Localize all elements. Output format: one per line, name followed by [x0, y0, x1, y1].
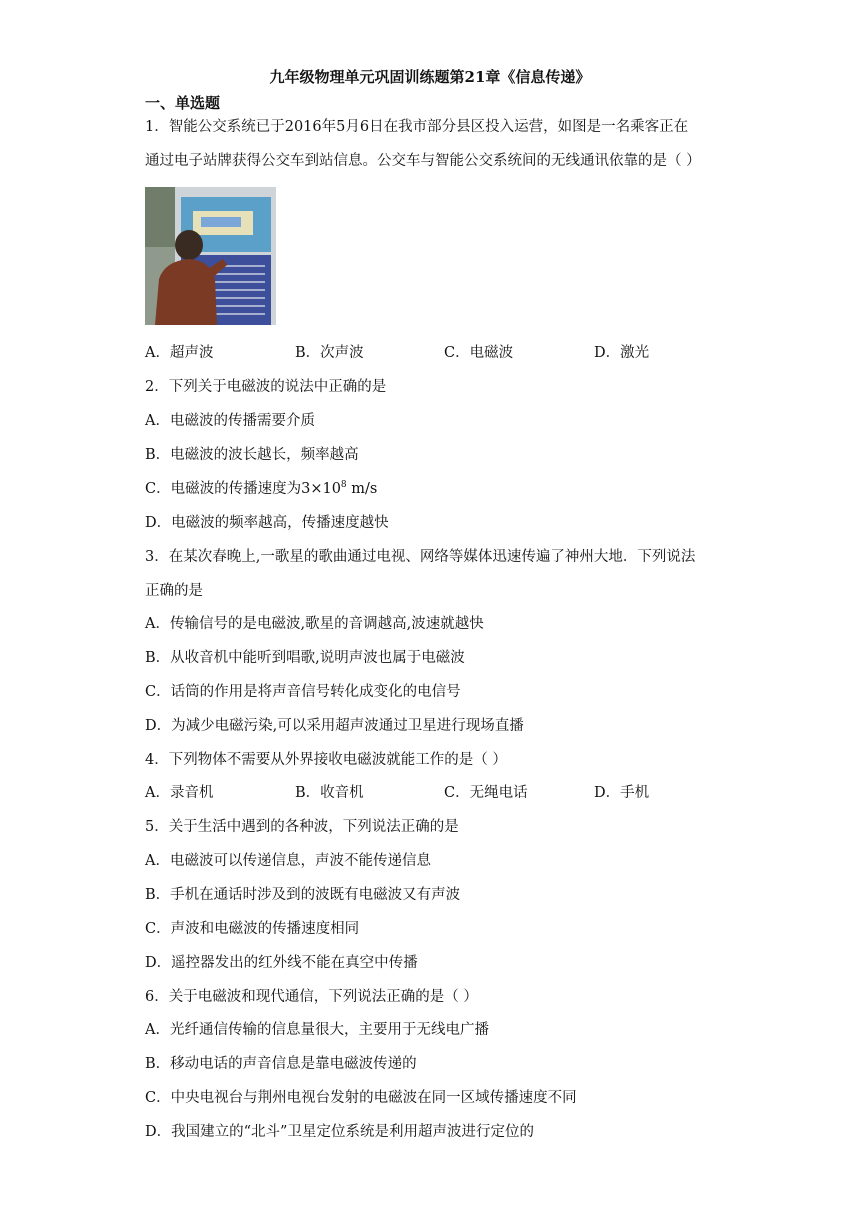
- q1-option-b: B．次声波: [295, 345, 364, 361]
- q4-option-b: B．收音机: [295, 785, 364, 801]
- q1-stem-line2: 通过电子站牌获得公交车到站信息。公交车与智能公交系统间的无线通讯依靠的是（ ）: [145, 153, 701, 169]
- bus-stop-photo: [145, 187, 276, 325]
- q5-option-c: C．声波和电磁波的传播速度相同: [145, 921, 360, 937]
- q1-option-d: D．激光: [594, 345, 650, 361]
- q1-option-c: C．电磁波: [444, 345, 514, 361]
- q3-option-a: A．传输信号的是电磁波,歌星的音调越高,波速就越快: [145, 616, 484, 632]
- q6-option-c: C．中央电视台与荆州电视台发射的电磁波在同一区域传播速度不同: [145, 1090, 577, 1106]
- q2-option-a: A．电磁波的传播需要介质: [145, 413, 315, 429]
- q6-stem: 6．关于电磁波和现代通信，下列说法正确的是（ ）: [145, 989, 478, 1005]
- q1-stem-line1: 1．智能公交系统已于2016年5月6日在我市部分县区投入运营，如图是一名乘客正在: [145, 119, 689, 135]
- q6-option-d: D．我国建立的“北斗”卫星定位系统是利用超声波进行定位的: [145, 1124, 534, 1140]
- q3-option-b: B．从收音机中能听到唱歌,说明声波也属于电磁波: [145, 650, 465, 666]
- q2-option-d: D．电磁波的频率越高，传播速度越快: [145, 515, 389, 531]
- q2-option-c: C．电磁波的传播速度为$3\times 10^8$ m/s: [145, 480, 378, 497]
- q6-option-a: A．光纤通信传输的信息量很大，主要用于无线电广播: [145, 1022, 489, 1038]
- q3-stem-line2: 正确的是: [145, 583, 203, 599]
- q2-option-b: B．电磁波的波长越长，频率越高: [145, 447, 359, 463]
- q5-option-a: A．电磁波可以传递信息，声波不能传递信息: [145, 853, 431, 869]
- q5-option-b: B．手机在通话时涉及到的波既有电磁波又有声波: [145, 887, 461, 903]
- q4-stem: 4．下列物体不需要从外界接收电磁波就能工作的是（ ）: [145, 752, 507, 768]
- document-title: 九年级物理单元巩固训练题第21章《信息传递》: [269, 68, 591, 86]
- q5-option-d: D．遥控器发出的红外线不能在真空中传播: [145, 955, 418, 971]
- q3-stem-line1: 3．在某次春晚上,一歌星的歌曲通过电视、网络等媒体迅速传遍了神州大地．下列说法: [145, 549, 696, 565]
- q1-option-a: A．超声波: [145, 345, 214, 361]
- q6-option-b: B．移动电话的声音信息是靠电磁波传递的: [145, 1056, 417, 1072]
- q3-option-c: C．话筒的作用是将声音信号转化成变化的电信号: [145, 684, 461, 700]
- section-heading: 一、单选题: [145, 94, 221, 112]
- q4-option-a: A．录音机: [145, 785, 214, 801]
- q3-option-d: D．为减少电磁污染,可以采用超声波通过卫星进行现场直播: [145, 718, 524, 734]
- q2-stem: 2．下列关于电磁波的说法中正确的是: [145, 379, 387, 395]
- q5-stem: 5．关于生活中遇到的各种波，下列说法正确的是: [145, 819, 459, 835]
- q4-option-d: D．手机: [594, 785, 650, 801]
- q4-option-c: C．无绳电话: [444, 785, 528, 801]
